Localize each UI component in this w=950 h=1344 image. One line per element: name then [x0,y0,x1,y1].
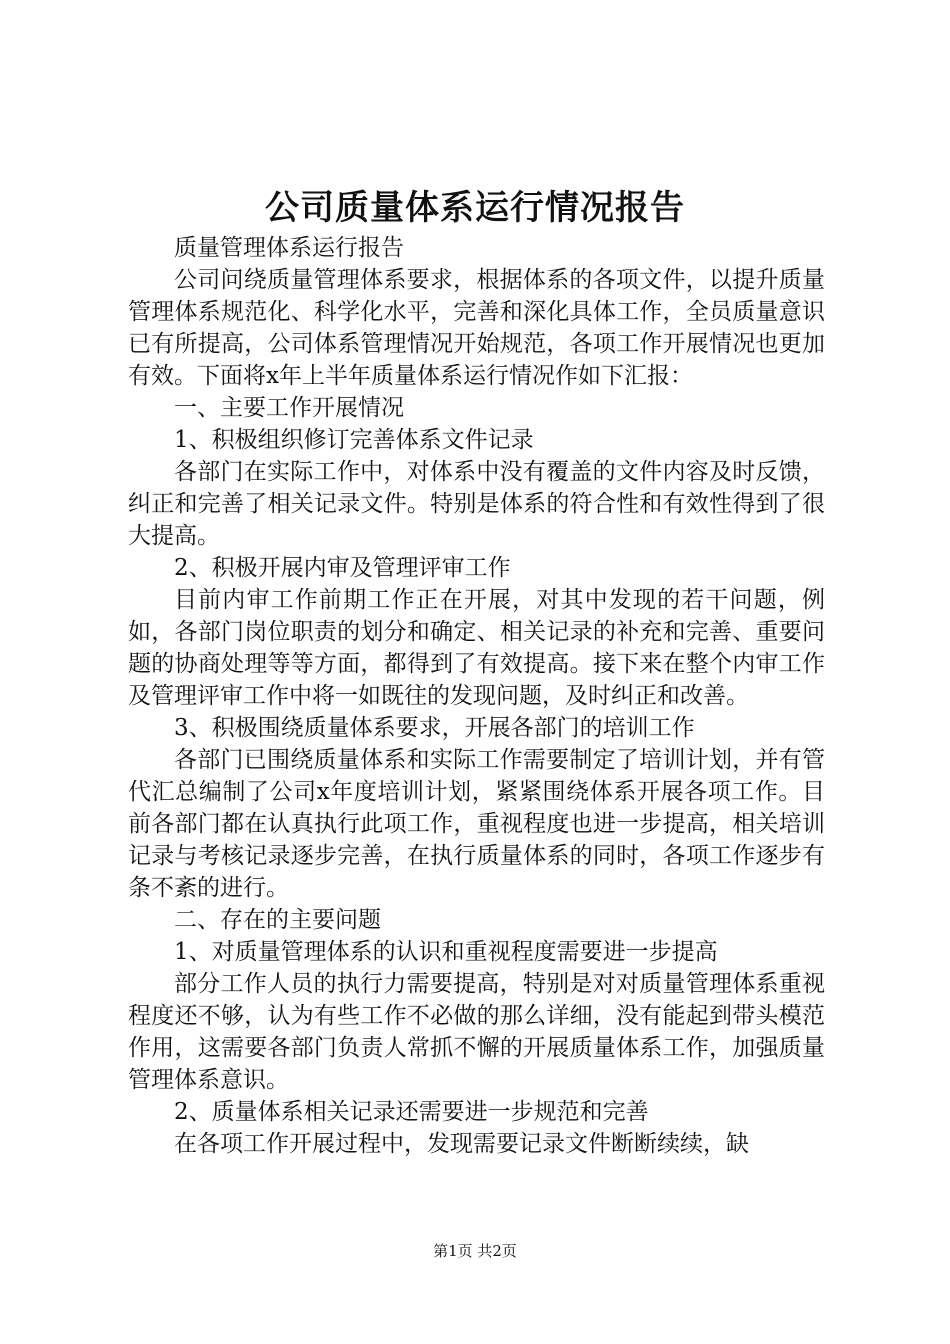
subheading-1-2: 2、积极开展内审及管理评审工作 [174,555,511,581]
subheading-1-1: 1、积极组织修订完善体系文件记录 [174,427,534,453]
document-title: 公司质量体系运行情况报告 [265,188,685,228]
subheading-2-1: 1、对质量管理体系的认识和重视程度需要进一步提高 [174,939,718,965]
paragraph-2-2: 在各项工作开展过程中，发现需要记录文件断断续续，缺 [174,1131,749,1157]
paragraph-1-3: 各部门已围绕质量体系和实际工作需要制定了培训计划，并有管代汇总编制了公司x年度培训计划，紧紧围绕体系开展各项工作。目前各部门都在认真执行此项工作，重视程度也进一步提高，相关培训记录与考核记录逐步完善，在执行质量体系的同时，各项工作逐步有条不紊的进行。 [128,747,825,901]
paragraph-intro: 公司问绕质量管理体系要求，根据体系的各项文件，以提升质量管理体系规范化、科学化水平，完善和深化具体工作，全员质量意识已有所提高，公司体系管理情况开始规范，各项工作开展情况也更加有效。下面将x年上半年质量体系运行情况作如下汇报： [128,267,825,389]
section-heading-1: 一、主要工作开展情况 [174,395,404,421]
paragraph-subtitle: 质量管理体系运行报告 [174,235,404,261]
subheading-2-2: 2、质量体系相关记录还需要进一步规范和完善 [174,1099,649,1125]
section-heading-2: 二、存在的主要问题 [174,907,381,933]
paragraph-2-1: 部分工作人员的执行力需要提高，特别是对对质量管理体系重视程度还不够，认为有些工作不必做的那么详细，没有能起到带头模范作用，这需要各部门负责人常抓不懈的开展质量体系工作，加强质量管理体系意识。 [128,971,825,1093]
page-footer: 第1页 共2页 [433,1242,517,1260]
paragraph-1-1: 各部门在实际工作中，对体系中没有覆盖的文件内容及时反馈，纠正和完善了相关记录文件。特别是体系的符合性和有效性得到了很大提高。 [128,459,825,549]
paragraph-1-2: 目前内审工作前期工作正在开展，对其中发现的若干问题，例如，各部门岗位职责的划分和确定、相关记录的补充和完善、重要问题的协商处理等等方面，都得到了有效提高。接下来在整个内审工作及管理评审工作中将一如既往的发现问题，及时纠正和改善。 [128,587,825,709]
document-body [128,232,825,1160]
subheading-1-3: 3、积极围绕质量体系要求，开展各部门的培训工作 [174,715,695,741]
